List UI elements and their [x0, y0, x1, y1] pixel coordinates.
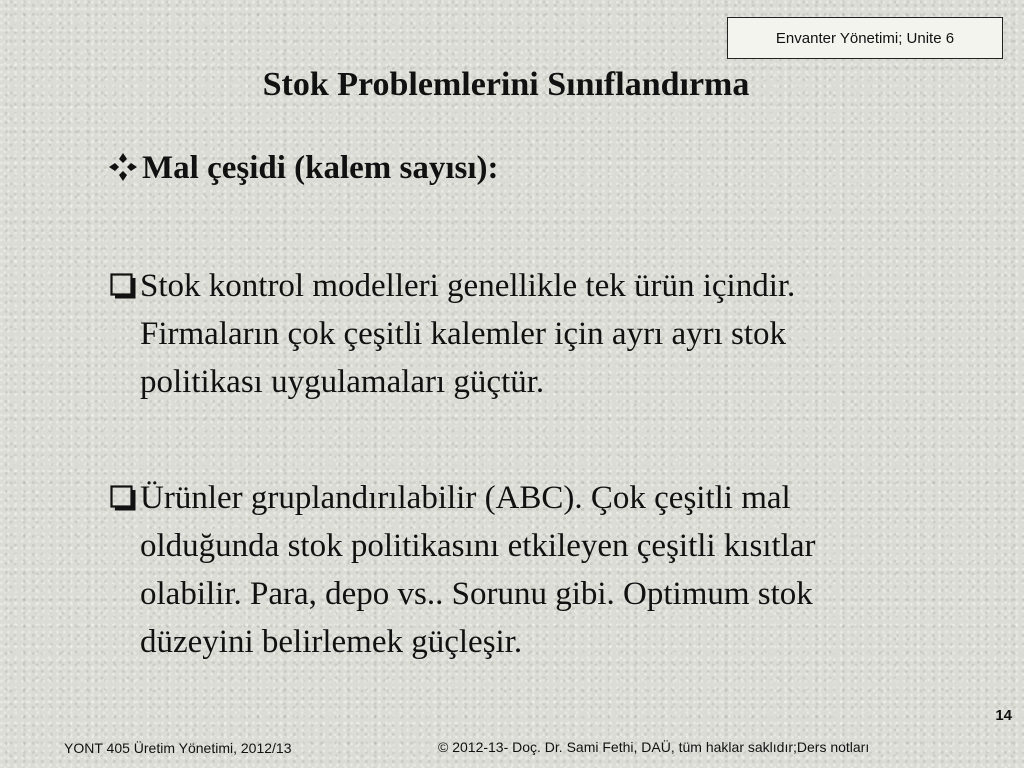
bullet-text-2 — [140, 474, 988, 666]
bullet-line: Stok kontrol modelleri genellikle tek ürün içindir. — [140, 268, 796, 304]
bullet-line: Firmaların çok çeşitli kalemler için ayrı ayrı stok — [140, 316, 787, 352]
slide-title — [0, 66, 1012, 104]
page-number: 14 — [995, 707, 1012, 724]
bullet-item-2 — [108, 474, 988, 666]
header-label: Envanter Yönetimi; Unite 6 — [775, 29, 955, 47]
bullet-item-1 — [108, 262, 988, 406]
bullet-line: Ürünler gruplandırılabilir (ABC). Çok çeşitli mal — [140, 480, 791, 516]
footer-copyright: © 2012-13- Doç. Dr. Sami Fethi, DAÜ, tüm haklar saklıdır;Ders notları — [438, 739, 870, 755]
square-bullet-icon — [108, 262, 140, 310]
header-label-box — [727, 17, 1003, 59]
bullet-line: olduğunda stok politikasını etkileyen çeşitli kısıtlar — [140, 528, 816, 564]
square-bullet-icon — [108, 474, 140, 522]
footer-course-label: YONT 405 Üretim Yönetimi, 2012/13 — [64, 740, 292, 756]
section-heading-text: Mal çeşidi (kalem sayısı): — [142, 150, 499, 186]
bullet-line: politikası uygulamaları güçtür. — [140, 364, 545, 400]
diamond-bullet-icon — [108, 152, 138, 182]
bullet-line: olabilir. Para, depo vs.. Sorunu gibi. Optimum stok — [140, 576, 813, 612]
bullet-line: düzeyini belirlemek güçleşir. — [140, 624, 523, 660]
bullet-text-1 — [140, 262, 988, 406]
slide-title-text: Stok Problemlerini Sınıflandırma — [262, 66, 750, 103]
section-heading — [108, 150, 499, 187]
